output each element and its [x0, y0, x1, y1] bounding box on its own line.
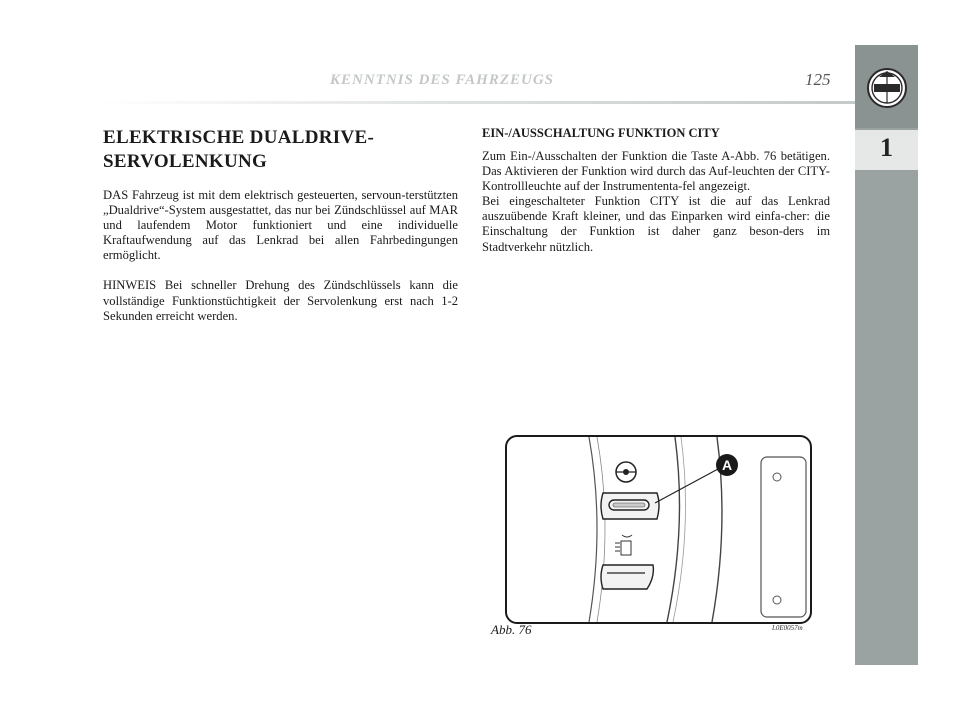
chapter-number: 1	[880, 133, 893, 162]
callout-label-a: A	[716, 454, 738, 476]
dashboard-illustration	[507, 437, 810, 622]
note-paragraph: HINWEIS Bei schneller Drehung des Zündschlüssels kann die vollständige Funktionstüchtigkeit der Servolenkung erst nach 1-2 Sekunden erreicht werden.	[103, 278, 458, 323]
city-button[interactable]	[601, 493, 659, 519]
subsection-heading: EIN-/AUSSCHALTUNG FUNKTION CITY	[482, 126, 720, 140]
figure-code: L0E0057m	[772, 624, 803, 632]
intro-paragraph: DAS Fahrzeug ist mit dem elektrisch gesteuerten, servoun-terstützten „Dualdrive“-System ausgestattet, das nur bei Zündschlüssel auf MAR und laufendem Motor funktioniert und eine individuelle Kraftaufwendung auf das Lenkrad bei allen Fahrbedingungen ermöglicht.	[103, 188, 458, 263]
header-rule	[100, 101, 860, 104]
callout-leader-line	[655, 469, 718, 503]
page-number: 125	[805, 70, 831, 89]
dashboard-figure	[505, 435, 812, 624]
running-header: KENNTNIS DES FAHRZEUGS	[330, 72, 555, 88]
lancia-logo	[866, 67, 908, 114]
left-column	[103, 126, 458, 324]
section-heading	[103, 126, 458, 174]
city-paragraph-1: Zum Ein-/Ausschalten der Funktion die Taste A-Abb. 76 betätigen. Das Aktivieren der Funktion wird durch das Auf-leuchten der CITY-Kontrollleuchte auf der Instrumententa-fel angezeigt.	[482, 149, 830, 194]
figure-caption: Abb. 76	[491, 622, 532, 637]
right-column	[482, 126, 830, 255]
headlight-adjust-icon	[615, 535, 632, 555]
heading-line-2: SERVOLENKUNG	[103, 151, 268, 172]
city-paragraph-2: Bei eingeschalteter Funktion CITY ist die auf das Lenkrad auszuübende Kraft kleiner, und das Einparken wird einfa-cher: die Einschaltung der Funktion ist daher ganz beson-ders im Stadtverkehr nützlich.	[482, 194, 830, 254]
steering-wheel-icon	[616, 462, 636, 482]
heading-line-1: ELEKTRISCHE DUALDRIVE-	[103, 127, 375, 148]
adjust-roller[interactable]	[601, 565, 653, 589]
